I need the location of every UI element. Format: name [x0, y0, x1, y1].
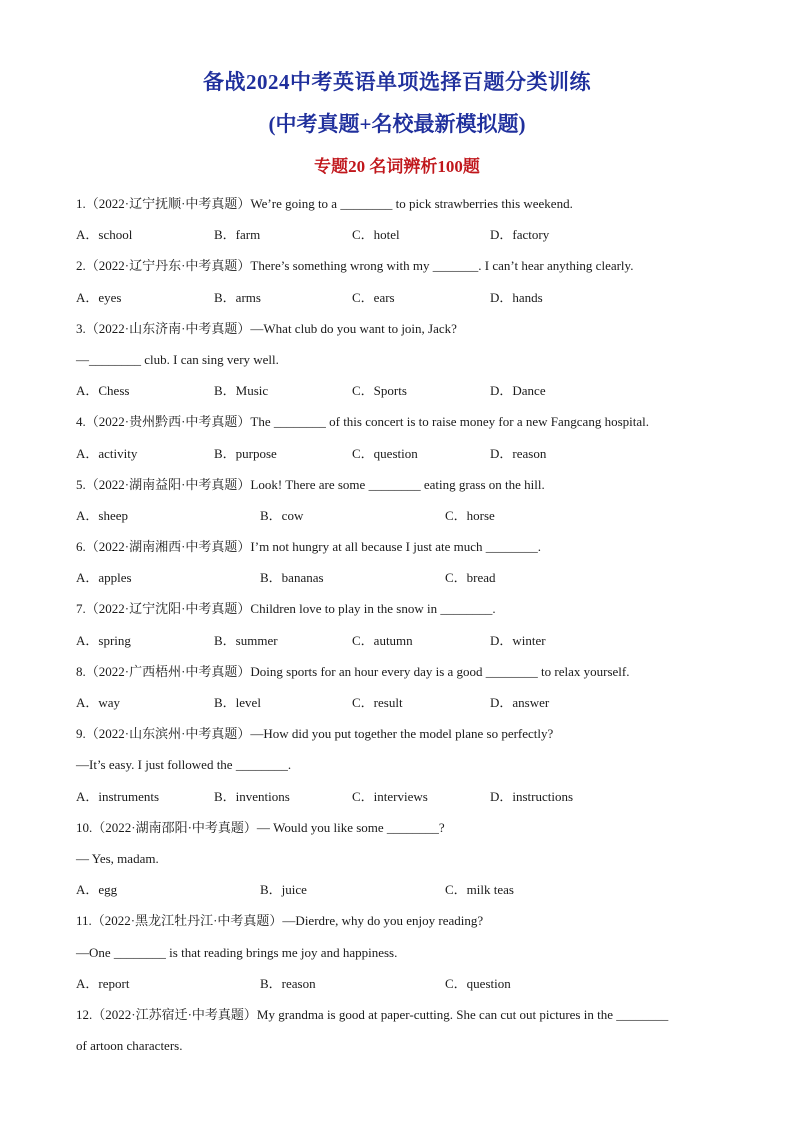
option-c: C．autumn: [352, 632, 413, 648]
question-7-stem: 7.（2022·辽宁沈阳·中考真题）Children love to play in the snow in ________.: [76, 601, 496, 617]
question-7-options: [76, 625, 726, 656]
question-6-stem: 6.（2022·湖南湘西·中考真题）I’m not hungry at all because I just ate much ________.: [76, 539, 542, 555]
option-d: D．hands: [490, 289, 543, 305]
option-b: B．cow: [260, 507, 304, 523]
option-a: A．eyes: [76, 289, 122, 305]
question-8-options: [76, 687, 726, 718]
option-d: D．Dance: [490, 383, 546, 399]
question-1-stem: 1.（2022·辽宁抚顺·中考真题）We’re going to a ________ to pick strawberries this weekend.: [76, 196, 573, 211]
question-6-options: [76, 562, 726, 593]
option-b: B．inventions: [214, 788, 290, 804]
option-a: A．Chess: [76, 383, 130, 399]
topic-heading: 专题20 名词辨析100题: [314, 157, 480, 176]
option-d: D．winter: [490, 632, 546, 648]
question-10-options: [76, 874, 726, 905]
option-b: B．purpose: [214, 445, 277, 461]
document-title: 备战2024中考英语单项选择百题分类训练: [203, 70, 591, 94]
question-11-options: [76, 968, 726, 999]
option-b: B．bananas: [260, 570, 324, 586]
option-d: D．instructions: [490, 788, 574, 804]
question-4-options: [76, 438, 726, 469]
option-c: C．Sports: [352, 383, 407, 399]
option-b: B．arms: [214, 289, 261, 305]
option-d: D．reason: [490, 445, 547, 461]
question-9-stem: 9.（2022·山东滨州·中考真题）—How did you put together the model plane so perfectly?: [76, 726, 554, 742]
question-2-options: [76, 282, 726, 313]
option-a: A．instruments: [76, 788, 160, 804]
option-a: A．school: [76, 227, 133, 243]
option-d: D．factory: [490, 227, 550, 243]
question-5-stem: 5.（2022·湖南益阳·中考真题）Look! There are some ________ eating grass on the hill.: [76, 476, 545, 492]
option-a: A．report: [76, 975, 130, 991]
question-2-stem: 2.（2022·辽宁丹东·中考真题）There’s something wrong with my _______. I can’t hear anything clearly.: [76, 258, 634, 274]
option-a: A．sheep: [76, 507, 128, 523]
question-10-response: — Yes, madam.: [76, 850, 159, 866]
question-3-response: —________ club. I can sing very well.: [76, 351, 279, 367]
question-1-options: [76, 219, 726, 250]
option-c: C．question: [352, 445, 418, 461]
option-c: C．hotel: [352, 227, 400, 243]
option-a: A．way: [76, 695, 121, 710]
option-c: C．milk teas: [445, 882, 514, 898]
question-list: [76, 188, 726, 1061]
option-b: B．reason: [260, 975, 316, 991]
question-3-options: [76, 375, 726, 406]
question-8-stem: 8.（2022·广西梧州·中考真题）Doing sports for an hour every day is a good ________ to relax yourself.: [76, 663, 630, 679]
question-3-stem: 3.（2022·山东济南·中考真题）—What club do you want to join, Jack?: [76, 320, 457, 336]
option-b: B．summer: [214, 632, 278, 648]
question-4-stem: 4.（2022·贵州黔西·中考真题）The ________ of this concert is to raise money for a new Fangcang hospital.: [76, 414, 649, 430]
question-9-response: —It’s easy. I just followed the ________.: [76, 757, 292, 773]
question-11-stem: 11.（2022·黑龙江牡丹江·中考真题）—Dierdre, why do you enjoy reading?: [76, 913, 484, 929]
option-c: C．bread: [445, 570, 496, 586]
option-c: C．question: [445, 975, 511, 991]
option-b: B．level: [214, 695, 261, 710]
option-c: C．ears: [352, 289, 395, 305]
option-a: A．apples: [76, 570, 132, 586]
option-c: C．horse: [445, 507, 495, 523]
question-11-response: —One ________ is that reading brings me joy and happiness.: [76, 944, 398, 960]
question-5-options: [76, 500, 726, 531]
document-subtitle: (中考真题+名校最新模拟题): [268, 112, 526, 136]
option-d: D．answer: [490, 695, 550, 710]
question-9-options: [76, 781, 726, 812]
question-12-stem: 12.（2022·江苏宿迁·中考真题）My grandma is good at paper-cutting. She can cut out pictures in the ________: [76, 1006, 669, 1022]
option-a: A．spring: [76, 632, 131, 648]
option-b: B．Music: [214, 383, 269, 399]
option-c: C．interviews: [352, 788, 428, 804]
question-10-stem: 10.（2022·湖南邵阳·中考真题）— Would you like some ________?: [76, 819, 445, 835]
option-b: B．juice: [260, 882, 307, 898]
option-b: B．farm: [214, 227, 261, 243]
question-12-continuation: of artoon characters.: [76, 1038, 183, 1054]
option-a: A．activity: [76, 445, 138, 461]
option-c: C．result: [352, 695, 403, 710]
option-a: A．egg: [76, 882, 118, 898]
